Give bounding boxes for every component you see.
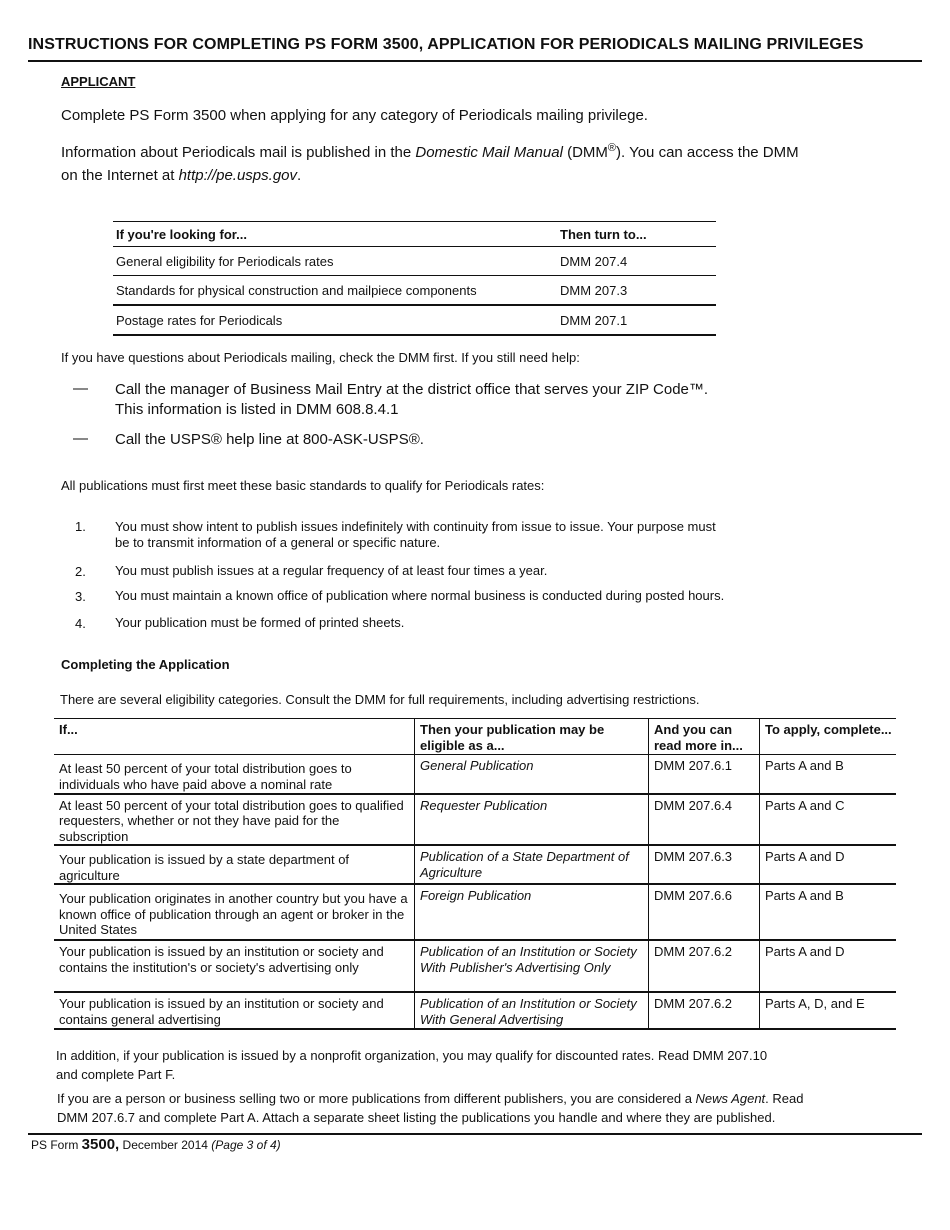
completing-intro: There are several eligibility categories. Consult the DMM for full requirements, including advertising restrictions. [60, 692, 700, 707]
eligibility-header-category: Then your publication may be eligible as a... [415, 719, 649, 755]
eligibility-parts: Parts A and D [760, 845, 897, 884]
list-number: 3. [75, 589, 86, 604]
standards-intro: All publications must first meet these basic standards to qualify for Periodicals rates: [61, 478, 545, 493]
applicant-label: APPLICANT [61, 74, 136, 89]
footer-rule [28, 1133, 922, 1135]
registered-mark: ® [607, 142, 617, 154]
eligibility-if: At least 50 percent of your total distribution goes to qualified requesters, whether or not they have paid for the subscription [54, 794, 415, 846]
applicant-paragraph-2 [61, 137, 799, 187]
eligibility-dmm: DMM 207.6.6 [649, 884, 760, 940]
eligibility-category: Foreign Publication [415, 884, 649, 940]
table-row [54, 755, 896, 794]
help-item-1 [115, 380, 708, 420]
help-intro: If you have questions about Periodicals mailing, check the DMM first. If you still need help: [61, 350, 580, 365]
eligibility-if: Your publication is issued by an institution or society and contains the institution's or society's advertising only [54, 940, 415, 992]
list-item-line: You must show intent to publish issues indefinitely with continuity from issue to issue. Your purpose must [115, 519, 716, 534]
lookup-ref: DMM 207.3 [557, 276, 716, 306]
list-item: Your publication must be formed of printed sheets. [115, 615, 405, 630]
dmm-title: Domestic Mail Manual [415, 144, 563, 161]
p2-text-c: ). You can access the DMM [616, 144, 799, 161]
eligibility-if: Your publication is issued by a state department of agriculture [54, 845, 415, 884]
footer-form-number: 3500, [81, 1136, 120, 1153]
eligibility-table [54, 718, 896, 1030]
lookup-topic: General eligibility for Periodicals rates [113, 247, 557, 276]
news-agent-line-1 [57, 1089, 803, 1108]
help-item-1-line-2: This information is listed in DMM 608.8.4.1 [115, 401, 399, 418]
nonprofit-paragraph [56, 1046, 767, 1084]
eligibility-category: Publication of an Institution or Society With Publisher's Advertising Only [415, 940, 649, 992]
footer-page: (Page 3 of 4) [211, 1138, 281, 1152]
eligibility-if: Your publication is issued by an institution or society and contains general advertising [54, 992, 415, 1029]
help-item-2: Call the USPS® help line at 800-ASK-USPS®. [115, 431, 424, 448]
eligibility-parts: Parts A and B [760, 755, 897, 794]
page-title: INSTRUCTIONS FOR COMPLETING PS FORM 3500, APPLICATION FOR PERIODICALS MAILING PRIVILEGES [28, 36, 864, 53]
eligibility-header-apply: To apply, complete... [760, 719, 897, 755]
eligibility-parts: Parts A and D [760, 940, 897, 992]
footer-date: December 2014 [119, 1138, 212, 1152]
list-item [115, 519, 716, 551]
table-row [54, 940, 896, 992]
footer-form-label: PS Form [31, 1138, 82, 1152]
eligibility-category: Publication of a State Department of Agriculture [415, 845, 649, 884]
dash-bullet: — [73, 380, 88, 397]
eligibility-header-if: If... [54, 719, 415, 755]
lookup-header-ref: Then turn to... [560, 226, 647, 242]
eligibility-parts: Parts A and C [760, 794, 897, 846]
nonprofit-line-1: In addition, if your publication is issued by a nonprofit organization, you may qualify for discounted rates. Read DMM 207.10 [56, 1048, 768, 1063]
lookup-ref: DMM 207.4 [557, 247, 716, 276]
eligibility-parts: Parts A and B [760, 884, 897, 940]
news-agent-text-a: If you are a person or business selling two or more publications from different publishers, you are considered a [57, 1091, 696, 1106]
eligibility-category: General Publication [415, 755, 649, 794]
table-row [54, 845, 896, 884]
dmm-lookup-table [113, 221, 716, 336]
news-agent-paragraph [57, 1089, 803, 1127]
eligibility-header-dmm: And you can read more in... [649, 719, 760, 755]
lookup-ref: DMM 207.1 [557, 305, 716, 335]
eligibility-parts: Parts A, D, and E [760, 992, 897, 1029]
news-agent-text-b: . Read [765, 1091, 804, 1106]
list-number: 1. [75, 519, 86, 534]
eligibility-dmm: DMM 207.6.3 [649, 845, 760, 884]
dash-bullet: — [73, 430, 88, 447]
eligibility-category: Publication of an Institution or Society With General Advertising [415, 992, 649, 1029]
table-row [113, 276, 716, 306]
applicant-paragraph-1: Complete PS Form 3500 when applying for any category of Periodicals mailing privilege. [61, 107, 648, 124]
eligibility-dmm: DMM 207.6.2 [649, 940, 760, 992]
p2-text-b: (DMM [562, 144, 608, 161]
eligibility-header-row [54, 719, 896, 755]
form-footer [31, 1136, 281, 1153]
lookup-topic: Postage rates for Periodicals [113, 305, 557, 335]
eligibility-dmm: DMM 207.6.4 [649, 794, 760, 846]
table-row [54, 992, 896, 1029]
list-item-line: be to transmit information of a general or specific nature. [115, 535, 441, 550]
lookup-header-topic: If you're looking for... [116, 226, 247, 242]
usps-url-link[interactable]: http://pe.usps.gov [178, 167, 298, 184]
table-row [113, 247, 716, 276]
list-number: 2. [75, 564, 86, 579]
list-number: 4. [75, 616, 86, 631]
list-item: You must maintain a known office of publication where normal business is conducted during posted hours. [115, 588, 725, 603]
nonprofit-line-2: and complete Part F. [56, 1067, 176, 1082]
lookup-header-row [113, 222, 716, 247]
completing-heading: Completing the Application [61, 657, 230, 672]
list-item: You must publish issues at a regular frequency of at least four times a year. [115, 563, 548, 578]
eligibility-if: Your publication originates in another country but you have a known office of publication through an agent or broker in the United States [54, 884, 415, 940]
lookup-topic: Standards for physical construction and mailpiece components [113, 276, 557, 306]
p2-text-d: on the Internet at [61, 167, 179, 184]
table-row [54, 884, 896, 940]
help-item-1-line-1: Call the manager of Business Mail Entry at the district office that serves your ZIP Code™. [115, 381, 709, 398]
news-agent-term: News Agent [695, 1091, 766, 1106]
title-rule [28, 60, 922, 62]
table-row [113, 305, 716, 335]
eligibility-if: At least 50 percent of your total distribution goes to individuals who have paid above a nominal rate [54, 755, 415, 794]
p2-text-end: . [297, 167, 302, 184]
eligibility-dmm: DMM 207.6.1 [649, 755, 760, 794]
table-row [54, 794, 896, 846]
eligibility-dmm: DMM 207.6.2 [649, 992, 760, 1029]
p2-text-a: Information about Periodicals mail is published in the [61, 144, 416, 161]
news-agent-line-2: DMM 207.6.7 and complete Part A. Attach a separate sheet listing the publications you handle and where they are published. [57, 1110, 776, 1125]
eligibility-category: Requester Publication [415, 794, 649, 846]
